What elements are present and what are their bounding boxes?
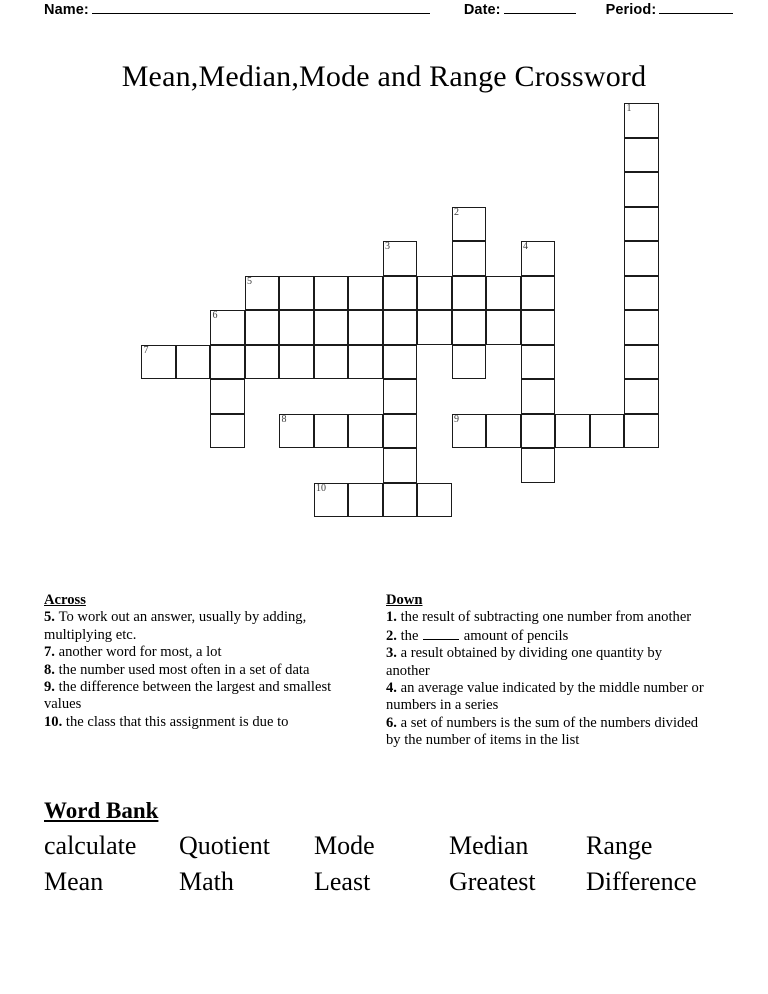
crossword-cell[interactable] [383, 345, 418, 380]
cell-number: 2 [454, 206, 459, 218]
crossword-cell[interactable] [383, 241, 418, 276]
clue-text: the result of subtracting one number from another [400, 609, 692, 626]
crossword-cell[interactable] [452, 207, 487, 242]
crossword-cell[interactable] [383, 310, 418, 345]
crossword-cell[interactable] [245, 310, 280, 345]
clue-item [44, 644, 362, 661]
crossword-cell[interactable] [590, 414, 625, 449]
word-bank-word: Math [179, 867, 234, 896]
crossword-cell[interactable] [417, 276, 452, 311]
crossword-cell[interactable] [624, 276, 659, 311]
crossword-cell[interactable] [521, 241, 556, 276]
word-bank-word: Difference [586, 867, 697, 896]
clue-item [44, 679, 362, 714]
crossword-cell[interactable] [521, 414, 556, 449]
crossword-cell[interactable] [348, 414, 383, 449]
clue-number: 3. [386, 645, 401, 662]
crossword-cell[interactable] [314, 414, 349, 449]
crossword-cell[interactable] [210, 310, 245, 345]
word-bank [44, 798, 734, 900]
clue-text: the difference between the largest and smallest values [44, 679, 332, 713]
clue-number: 7. [44, 644, 59, 661]
crossword-cell[interactable] [521, 310, 556, 345]
clue-item [386, 715, 706, 750]
clue-number: 8. [44, 661, 59, 678]
clue-item [386, 609, 706, 626]
crossword-cell[interactable] [521, 276, 556, 311]
clue-number: 5. [44, 609, 59, 626]
cell-number: 8 [281, 413, 287, 425]
across-heading: Across [44, 592, 86, 608]
clue-item [44, 662, 362, 679]
crossword-cell[interactable] [624, 379, 659, 414]
crossword-cell[interactable] [314, 276, 349, 311]
cell-number: 4 [523, 241, 528, 252]
crossword-cell[interactable] [452, 276, 487, 311]
clue-item [386, 680, 706, 715]
word-bank-list [44, 828, 734, 900]
across-clue-list [44, 609, 362, 731]
clue-text: To work out an answer, usually by adding, multiplying etc. [44, 609, 307, 643]
crossword-cell[interactable] [141, 345, 176, 380]
clue-text: an average value indicated by the middle number or numbers in a series [386, 680, 704, 714]
crossword-cell[interactable] [279, 414, 314, 449]
clue-text: the class that this assignment is due to [65, 713, 289, 730]
crossword-cell[interactable] [452, 241, 487, 276]
crossword-cell[interactable] [452, 414, 487, 449]
date-label: Date: [463, 2, 501, 18]
clue-number: 9. [44, 679, 59, 696]
word-bank-word: Mode [314, 831, 375, 860]
clue-number: 2. [386, 627, 401, 644]
crossword-cell[interactable] [383, 448, 418, 483]
word-bank-word: Mean [44, 867, 104, 896]
crossword-cell[interactable] [486, 276, 521, 311]
crossword-cell[interactable] [383, 379, 418, 414]
crossword-cell[interactable] [624, 345, 659, 380]
crossword-cell[interactable] [383, 276, 418, 311]
clue-text: the number used most often in a set of data [58, 661, 310, 678]
cell-number: 9 [454, 413, 459, 425]
period-label: Period: [605, 2, 657, 18]
clue-text: a result obtained by dividing one quantity by another [386, 645, 663, 679]
crossword-cell[interactable] [521, 345, 556, 380]
crossword-cell[interactable] [486, 310, 521, 345]
page-title: Mean,Median,Mode and Range Crossword [121, 60, 647, 94]
crossword-cell[interactable] [348, 483, 383, 518]
crossword-cell[interactable] [210, 414, 245, 449]
cell-number: 1 [626, 103, 632, 114]
cell-number: 5 [247, 275, 252, 287]
clue-text: the [400, 627, 423, 644]
word-bank-word: Quotient [179, 831, 270, 860]
crossword-cell[interactable] [210, 379, 245, 414]
cell-number: 7 [143, 344, 149, 356]
crossword-cell[interactable] [624, 138, 659, 173]
crossword-cell[interactable] [383, 414, 418, 449]
crossword-cell[interactable] [555, 414, 590, 449]
cell-number: 3 [385, 241, 390, 252]
clue-text: a set of numbers is the sum of the numbers divided by the number of items in the list [386, 714, 699, 749]
crossword-cell[interactable] [624, 207, 659, 242]
crossword-cell[interactable] [279, 345, 314, 380]
crossword-cell[interactable] [452, 310, 487, 345]
crossword-cell[interactable] [417, 310, 452, 345]
down-heading: Down [386, 592, 423, 608]
crossword-cell[interactable] [348, 310, 383, 345]
crossword-cell[interactable] [624, 241, 659, 276]
crossword-cell[interactable] [452, 345, 487, 380]
crossword-cell[interactable] [624, 310, 659, 345]
cell-number: 6 [212, 310, 218, 321]
clue-item [44, 609, 362, 644]
crossword-cell[interactable] [624, 414, 659, 449]
crossword-cell[interactable] [624, 103, 659, 138]
crossword-cell[interactable] [314, 345, 349, 380]
crossword-cell[interactable] [624, 172, 659, 207]
crossword-cell[interactable] [279, 310, 314, 345]
crossword-cell[interactable] [245, 276, 280, 311]
clue-item [44, 714, 362, 731]
word-bank-title: Word Bank [44, 798, 159, 823]
crossword-cell[interactable] [279, 276, 314, 311]
crossword-cell[interactable] [348, 345, 383, 380]
word-bank-word: Least [314, 867, 371, 896]
clue-number: 4. [386, 680, 401, 697]
word-bank-word: Range [586, 831, 653, 860]
crossword-cell[interactable] [348, 276, 383, 311]
clue-number: 1. [386, 609, 401, 626]
clues-section [0, 592, 768, 792]
crossword-cell[interactable] [521, 448, 556, 483]
clue-text: amount of pencils [460, 627, 569, 644]
clue-blank-line [423, 627, 459, 640]
crossword-cell[interactable] [521, 379, 556, 414]
word-bank-word: Greatest [449, 867, 536, 896]
clue-number: 6. [386, 714, 401, 731]
cell-number: 10 [316, 482, 326, 494]
word-bank-word: Median [449, 831, 529, 860]
crossword-cell[interactable] [486, 414, 521, 449]
crossword-cell[interactable] [314, 310, 349, 345]
crossword-cell[interactable] [314, 483, 349, 518]
clue-text: another word for most, a lot [58, 644, 222, 661]
across-clues-column [44, 592, 362, 731]
crossword-cell[interactable] [383, 483, 418, 518]
word-bank-word: calculate [44, 831, 137, 860]
down-clues-column [386, 592, 706, 750]
crossword-cell[interactable] [210, 345, 245, 380]
clue-item [386, 645, 706, 680]
clue-number: 10. [44, 713, 66, 730]
clue-item [386, 627, 706, 645]
crossword-cell[interactable] [417, 483, 452, 518]
down-clue-list [386, 609, 706, 749]
crossword-cell[interactable] [245, 345, 280, 380]
crossword-cell[interactable] [176, 345, 211, 380]
name-label: Name: [44, 2, 89, 18]
